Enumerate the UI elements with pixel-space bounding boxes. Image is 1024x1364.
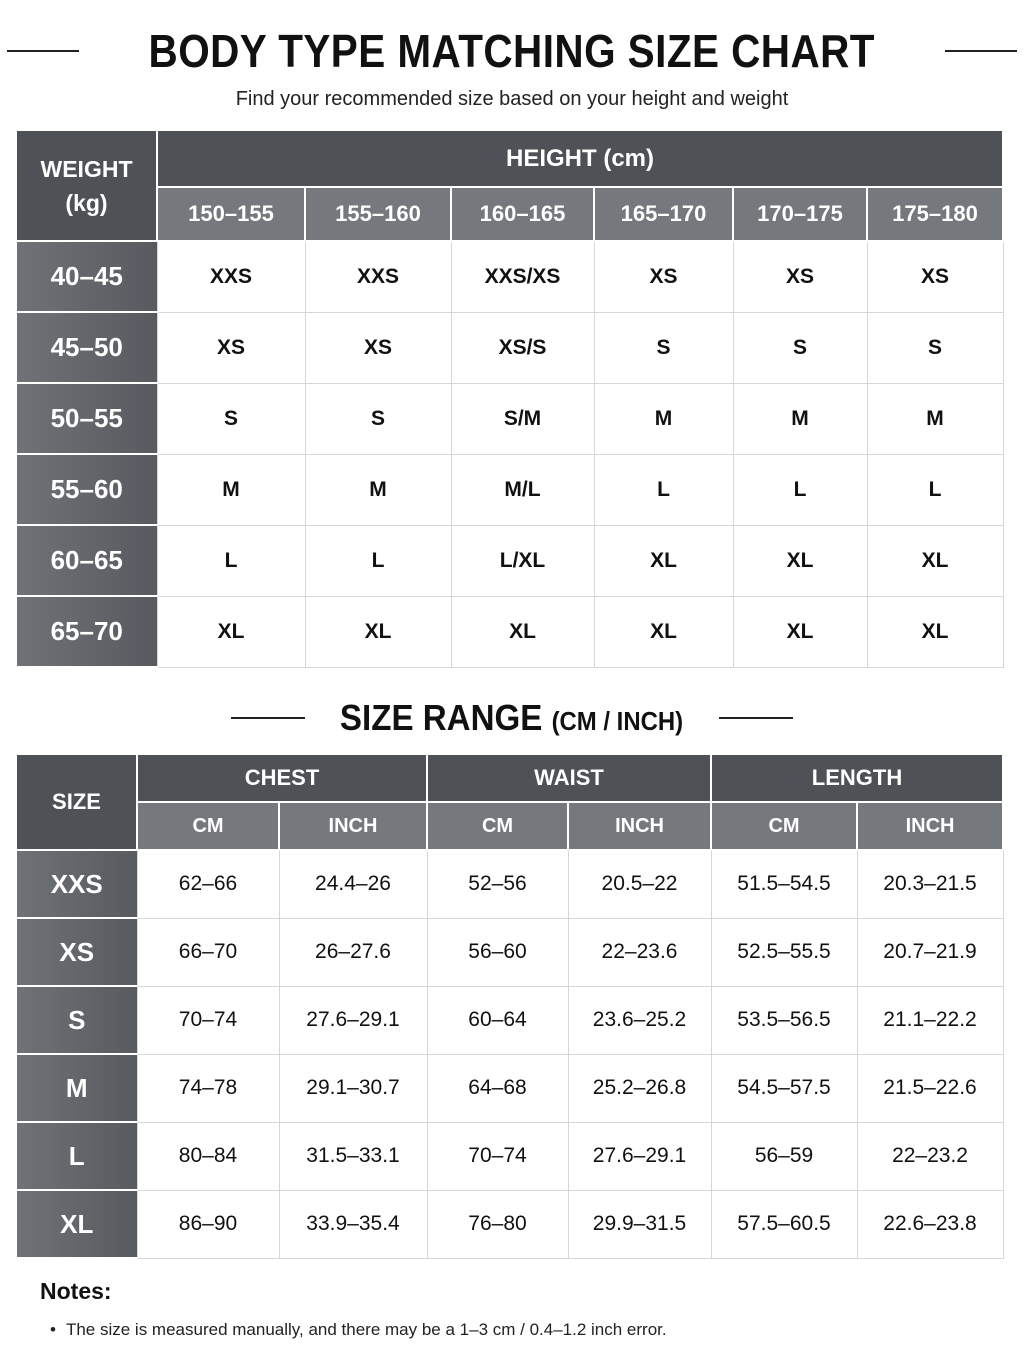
weight-header: [17, 131, 157, 241]
measure-groups-row: [17, 755, 1003, 802]
size-cell: S: [305, 383, 451, 454]
size-cell: M: [594, 383, 733, 454]
size-cell: M: [157, 454, 305, 525]
size-cell: L/XL: [451, 525, 594, 596]
measurement-cell: 60–64: [427, 986, 568, 1054]
measurement-cell: 66–70: [137, 918, 279, 986]
weight-range: 60–65: [17, 525, 157, 596]
table-row: [17, 986, 1003, 1054]
height-range-0: 150–155: [157, 187, 305, 241]
size-range-table: [17, 755, 1004, 1259]
size-cell: S/M: [451, 383, 594, 454]
page-title: BODY TYPE MATCHING SIZE CHART: [148, 25, 876, 77]
height-range-5: 175–180: [867, 187, 1003, 241]
measure-group-0: CHEST: [137, 755, 427, 802]
size-cell: L: [305, 525, 451, 596]
table-row: [17, 1122, 1003, 1190]
size-cell: XS: [867, 241, 1003, 312]
measurement-cell: 20.5–22: [568, 850, 711, 918]
measurement-cell: 26–27.6: [279, 918, 427, 986]
table-row: [17, 918, 1003, 986]
height-range-4: 170–175: [733, 187, 867, 241]
measurement-cell: 57.5–60.5: [711, 1190, 857, 1258]
table-row: [17, 241, 1003, 312]
size-cell: S: [733, 312, 867, 383]
weight-header-unit: (kg): [65, 189, 108, 216]
size-cell: XXS/XS: [451, 241, 594, 312]
weight-range: 65–70: [17, 596, 157, 667]
size-cell: XL: [157, 596, 305, 667]
measurement-cell: 27.6–29.1: [568, 1122, 711, 1190]
table-row: [17, 383, 1003, 454]
size-cell: L: [733, 454, 867, 525]
size-cell: XS: [305, 312, 451, 383]
size-cell: XL: [733, 525, 867, 596]
body-type-size-table: [17, 131, 1004, 668]
measurement-cell: 76–80: [427, 1190, 568, 1258]
size-cell: XL: [733, 596, 867, 667]
measurement-cell: 20.3–21.5: [857, 850, 1003, 918]
weight-header-label: WEIGHT: [40, 155, 133, 182]
size-range-title: [0, 692, 1024, 744]
measurement-cell: 29.1–30.7: [279, 1054, 427, 1122]
size-cell: L: [157, 525, 305, 596]
measurement-cell: 22.6–23.8: [857, 1190, 1003, 1258]
table-row: [17, 312, 1003, 383]
measurement-cell: 25.2–26.8: [568, 1054, 711, 1122]
measure-group-1: WAIST: [427, 755, 711, 802]
measurement-cell: 54.5–57.5: [711, 1054, 857, 1122]
unit-cm: CM: [137, 802, 279, 850]
size-cell: XL: [305, 596, 451, 667]
unit-cm: CM: [427, 802, 568, 850]
measurement-cell: 51.5–54.5: [711, 850, 857, 918]
note-item: • The size is measured manually, and there may be a 1–3 cm / 0.4–1.2 inch error.: [50, 1320, 667, 1340]
notes-list: [50, 1320, 667, 1340]
unit-inch: INCH: [568, 802, 711, 850]
measurement-cell: 24.4–26: [279, 850, 427, 918]
size-cell: XS: [157, 312, 305, 383]
height-range-1: 155–160: [305, 187, 451, 241]
measure-units-row: [17, 802, 1003, 850]
weight-range: 55–60: [17, 454, 157, 525]
size-cell: M/L: [451, 454, 594, 525]
measurement-cell: 70–74: [427, 1122, 568, 1190]
size-title-rule-left: [231, 717, 305, 719]
table-row: [17, 525, 1003, 596]
main-title: [0, 22, 1024, 80]
size-range-heading-unit: (CM / INCH): [552, 706, 684, 736]
size-cell: L: [594, 454, 733, 525]
size-label: S: [17, 986, 137, 1054]
measurement-cell: 62–66: [137, 850, 279, 918]
height-range-2: 160–165: [451, 187, 594, 241]
size-cell: XXS: [305, 241, 451, 312]
weight-range: 45–50: [17, 312, 157, 383]
table-row: [17, 850, 1003, 918]
measurement-cell: 86–90: [137, 1190, 279, 1258]
measurement-cell: 53.5–56.5: [711, 986, 857, 1054]
size-range-heading-text: SIZE RANGE: [340, 697, 543, 738]
height-ranges-row: [17, 187, 1003, 241]
measurement-cell: 56–60: [427, 918, 568, 986]
measurement-cell: 20.7–21.9: [857, 918, 1003, 986]
unit-inch: INCH: [857, 802, 1003, 850]
measurement-cell: 52–56: [427, 850, 568, 918]
measurement-cell: 80–84: [137, 1122, 279, 1190]
table-row: [17, 1054, 1003, 1122]
size-cell: XS/S: [451, 312, 594, 383]
size-label: L: [17, 1122, 137, 1190]
size-cell: S: [867, 312, 1003, 383]
table-row: [17, 1190, 1003, 1258]
measurement-cell: 27.6–29.1: [279, 986, 427, 1054]
measure-group-2: LENGTH: [711, 755, 1003, 802]
size-cell: M: [733, 383, 867, 454]
size-label: XL: [17, 1190, 137, 1258]
measurement-cell: 33.9–35.4: [279, 1190, 427, 1258]
size-cell: XS: [733, 241, 867, 312]
measurement-cell: 21.1–22.2: [857, 986, 1003, 1054]
measurement-cell: 29.9–31.5: [568, 1190, 711, 1258]
height-range-3: 165–170: [594, 187, 733, 241]
height-header: HEIGHT (cm): [157, 131, 1003, 187]
unit-inch: INCH: [279, 802, 427, 850]
table-row: [17, 454, 1003, 525]
weight-range: 40–45: [17, 241, 157, 312]
measurement-cell: 52.5–55.5: [711, 918, 857, 986]
size-cell: S: [157, 383, 305, 454]
measurement-cell: 31.5–33.1: [279, 1122, 427, 1190]
notes-title: Notes:: [40, 1278, 112, 1304]
title-rule-right: [945, 50, 1017, 52]
size-cell: XL: [594, 525, 733, 596]
size-header: SIZE: [17, 755, 137, 850]
size-cell: M: [867, 383, 1003, 454]
title-rule-left: [7, 50, 79, 52]
measurement-cell: 22–23.6: [568, 918, 711, 986]
measurement-cell: 23.6–25.2: [568, 986, 711, 1054]
measurement-cell: 22–23.2: [857, 1122, 1003, 1190]
measurement-cell: 21.5–22.6: [857, 1054, 1003, 1122]
size-title-rule-right: [719, 717, 793, 719]
body-table-body: [17, 241, 1003, 667]
unit-cm: CM: [711, 802, 857, 850]
size-cell: XL: [867, 596, 1003, 667]
size-label: XS: [17, 918, 137, 986]
table-row: [17, 596, 1003, 667]
size-cell: XS: [594, 241, 733, 312]
measurement-cell: 56–59: [711, 1122, 857, 1190]
size-label: XXS: [17, 850, 137, 918]
size-label: M: [17, 1054, 137, 1122]
page-subtitle: Find your recommended size based on your height and weight: [235, 88, 789, 110]
size-cell: L: [867, 454, 1003, 525]
size-range-heading: [340, 697, 683, 739]
size-cell: XL: [594, 596, 733, 667]
measurement-cell: 74–78: [137, 1054, 279, 1122]
weight-range: 50–55: [17, 383, 157, 454]
size-cell: S: [594, 312, 733, 383]
measurement-cell: 70–74: [137, 986, 279, 1054]
size-cell: XXS: [157, 241, 305, 312]
size-cell: XL: [867, 525, 1003, 596]
measurement-cell: 64–68: [427, 1054, 568, 1122]
size-cell: XL: [451, 596, 594, 667]
size-cell: M: [305, 454, 451, 525]
size-range-body: [17, 850, 1003, 1258]
